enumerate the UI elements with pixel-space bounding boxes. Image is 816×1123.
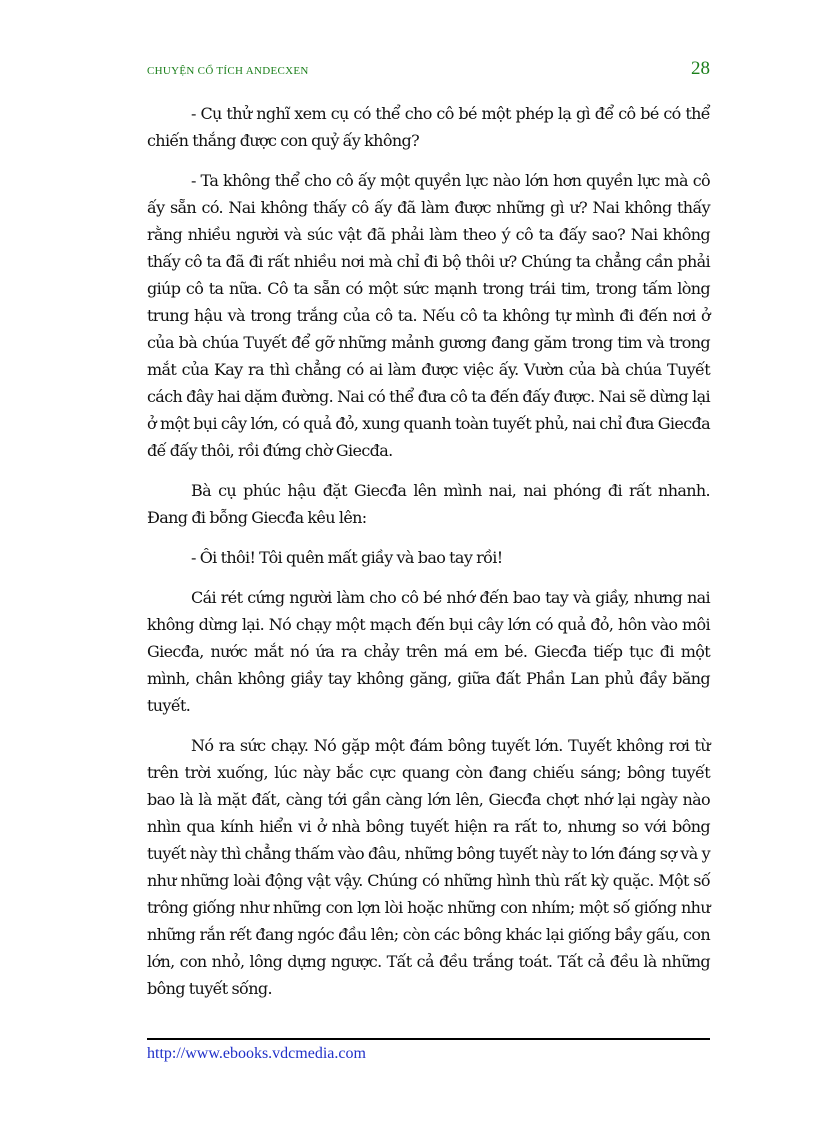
paragraph-5: Cái rét cứng người làm cho cô bé nhớ đến bao tay và giầy, nhưng nai không dừng lại. Nó chạy một mạch đến bụi cây lớn có quả đỏ, hôn vào môi Giecđa, nước mắt nó ứa ra chảy trên má em bé. Giecđa tiếp tục đi một mình, chân không giầy tay không găng, giữa đất Phần Lan phủ đầy băng tuyết. — [147, 588, 710, 715]
paragraph-2: - Ta không thể cho cô ấy một quyền lực nào lớn hơn quyền lực mà cô ấy sẵn có. Nai không thấy cô ấy đã làm được những gì ư? Nai không thấy rằng nhiều người và súc vật đã phải làm theo ý cô ta đấy sao? Nai không thấy cô ta đã đi rất nhiều nơi mà chỉ đi bộ thôi ư? Chúng ta chẳng cần phải giúp cô ta nữa. Cô ta sẵn có một sức mạnh trong trái tim, trong tấm lòng trung hậu và trong trắng của cô ta. Nếu cô ta không tự mình đi đến nơi ở của bà chúa Tuyết để gỡ những mảnh gương đang găm trong tim và trong mắt của Kay ra thì chẳng có ai làm được việc ấy. Vườn của bà chúa Tuyết cách đây hai dặm đường. Nai có thể đưa cô ta đến đấy được. Nai sẽ dừng lại ở một bụi cây lớn, có quả đỏ, xung quanh toàn tuyết phủ, nai chỉ đưa Giecđa đế đấy thôi, rồi đứng chờ Giecđa. — [147, 171, 710, 460]
book-title-header: CHUYỆN CỔ TÍCH ANDECXEN — [147, 65, 309, 77]
story-body — [147, 100, 710, 1015]
page-number: 28 — [691, 58, 710, 79]
paragraph-3: Bà cụ phúc hậu đặt Giecđa lên mình nai, nai phóng đi rất nhanh. Đang đi bỗng Giecđa kêu lên: — [147, 481, 710, 527]
paragraph-4: - Ôi thôi! Tôi quên mất giầy và bao tay rồi! — [191, 548, 503, 567]
paragraph-6: Nó ra sức chạy. Nó gặp một đám bông tuyết lớn. Tuyết không rơi từ trên trời xuống, lúc này bắc cực quang còn đang chiếu sáng; bông tuyết bao là là mặt đất, càng tới gần càng lớn lên, Giecđa chợt nhớ lại ngày nào nhìn qua kính hiển vi ở nhà bông tuyết hiện ra rất to, nhưng so với bông tuyết này thì chẳng thấm vào đâu, những bông tuyết này to lớn đáng sợ và y như những loài động vật vậy. Chúng có những hình thù rất kỳ quặc. Một số trông giống như những con lợn lòi hoặc những con nhím; một số giống như những rắn rết đang ngóc đầu lên; còn các bông khác lại giống bầy gấu, con lớn, con nhỏ, lông dựng ngược. Tất cả đều trắng toát. Tất cả đều là những bông tuyết sống. — [147, 736, 710, 998]
footer-website-link[interactable]: http://www.ebooks.vdcmedia.com — [147, 1045, 366, 1062]
paragraph-1: - Cụ thử nghĩ xem cụ có thể cho cô bé một phép lạ gì để cô bé có thể chiến thắng được con quỷ ấy không? — [147, 104, 710, 150]
footer-divider — [147, 1038, 710, 1040]
